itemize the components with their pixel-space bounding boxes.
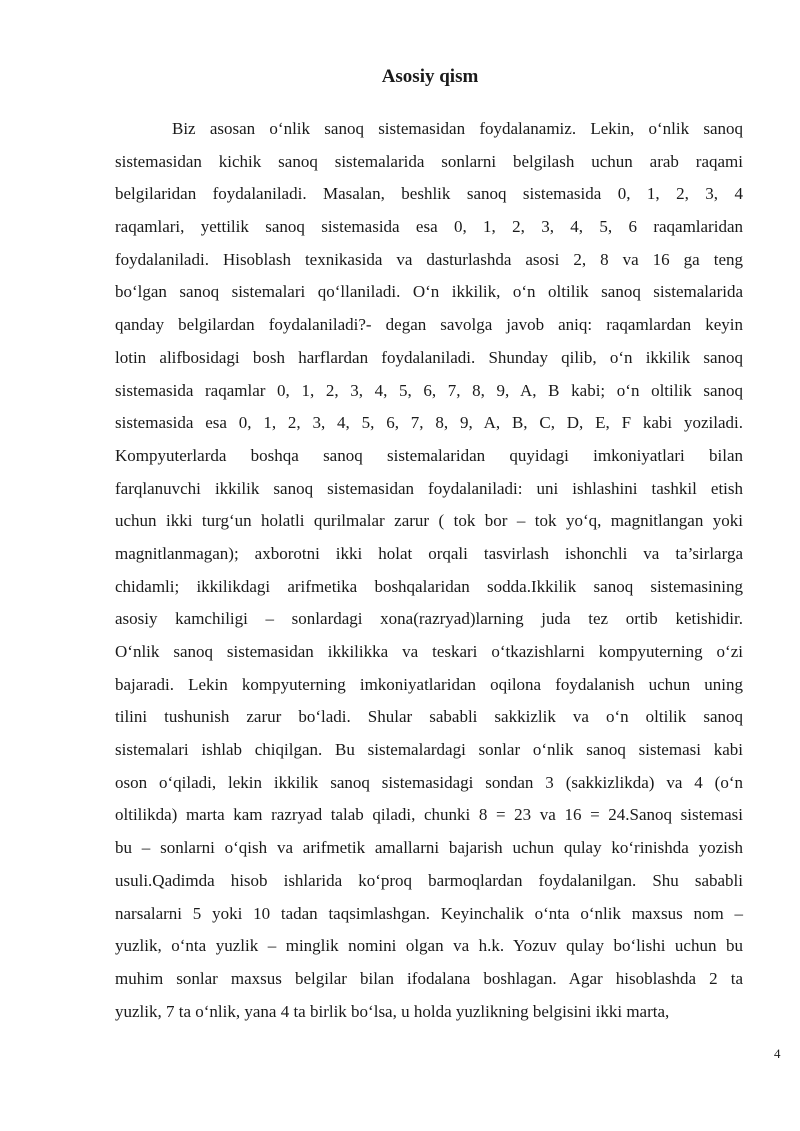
- text-line: tilini tushunish zarur bo‘ladi. Shular sababli sakkizlik va o‘n oltilik sanoq: [115, 707, 743, 727]
- text-line: muhim sonlar maxsus belgilar bilan ifodalana boshlagan. Agar hisoblashda 2 ta: [115, 968, 743, 988]
- text-line: Biz asosan o‘nlik sanoq sistemasidan foydalanamiz. Lekin, o‘nlik sanoq: [172, 119, 743, 138]
- text-line: sistemasida raqamlar 0, 1, 2, 3, 4, 5, 6, 7, 8, 9, A, B kabi; o‘n oltilik sanoq: [115, 380, 743, 400]
- text-line: oson o‘qiladi, lekin ikkilik sanoq sistemasidagi sondan 3 (sakkizlikda) va 4 (o‘n: [115, 772, 743, 792]
- text-line: lotin alifbosidagi bosh harflardan foydalaniladi. Shunday qilib, o‘n ikkilik sanoq: [115, 347, 743, 367]
- text-line: yuzlik, 7 ta o‘nlik, yana 4 ta birlik bo‘lsa, u holda yuzlikning belgisini ikki marta,: [115, 1001, 670, 1021]
- body-paragraph: [115, 113, 743, 1028]
- text-line: uchun ikki turg‘un holatli qurilmalar zarur ( tok bor – tok yo‘q, magnitlangan yoki: [115, 511, 743, 531]
- text-line: sistemasida esa 0, 1, 2, 3, 4, 5, 6, 7, 8, 9, A, B, C, D, E, F kabi yoziladi.: [115, 413, 743, 433]
- text-line: sistemalari ishlab chiqilgan. Bu sistemalardagi sonlar o‘nlik sanoq sistemasi kabi: [115, 740, 743, 760]
- text-line: yuzlik, o‘nta yuzlik – minglik nomini olgan va h.k. Yozuv qulay bo‘lishi uchun bu: [115, 936, 743, 956]
- page-number: 4: [774, 1046, 781, 1061]
- text-line: foydalaniladi. Hisoblash texnikasida va dasturlashda asosi 2, 8 va 16 ga teng: [115, 249, 743, 269]
- text-line: oltilikda) marta kam razryad talab qiladi, chunki 8 = 23 va 16 = 24.Sanoq sistemasi: [115, 805, 743, 825]
- text-line: sistemasidan kichik sanoq sistemalarida sonlarni belgilash uchun arab raqami: [115, 151, 743, 171]
- text-line: raqamlari, yettilik sanoq sistemasida esa 0, 1, 2, 3, 4, 5, 6 raqamlaridan: [115, 217, 743, 237]
- text-line: qanday belgilardan foydalaniladi?- degan savolga javob aniq: raqamlardan keyin: [115, 315, 743, 335]
- text-line: Kompyuterlarda boshqa sanoq sistemalaridan quyidagi imkoniyatlari bilan: [115, 445, 743, 465]
- text-line: bo‘lgan sanoq sistemalari qo‘llaniladi. O‘n ikkilik, o‘n oltilik sanoq sistemalarida: [115, 282, 743, 302]
- text-line: belgilaridan foydalaniladi. Masalan, beshlik sanoq sistemasida 0, 1, 2, 3, 4: [115, 184, 743, 204]
- text-line: chidamli; ikkilikdagi arifmetika boshqalaridan sodda.Ikkilik sanoq sistemasining: [115, 576, 743, 596]
- text-line: bu – sonlarni o‘qish va arifmetik amallarni bajarish uchun qulay ko‘rinishda yozish: [115, 838, 743, 858]
- section-title: Asosiy qism: [381, 66, 479, 87]
- text-line: narsalarni 5 yoki 10 tadan taqsimlashgan. Keyinchalik o‘nta o‘nlik maxsus nom –: [115, 903, 743, 923]
- text-line: magnitlanmagan); axborotni ikki holat orqali tasvirlash ishonchli va ta’sirlarga: [115, 543, 743, 563]
- text-line: bajaradi. Lekin kompyuterning imkoniyatlaridan oqilona foydalanish uchun uning: [115, 674, 743, 694]
- text-line: usuli.Qadimda hisob ishlarida ko‘proq barmoqlardan foydalanilgan. Shu sababli: [115, 870, 743, 890]
- text-line: farqlanuvchi ikkilik sanoq sistemasidan foydalaniladi: uni ishlashini tashkil etish: [115, 478, 743, 498]
- text-line: O‘nlik sanoq sistemasidan ikkilikka va teskari o‘tkazishlarni kompyuterning o‘zi: [115, 642, 743, 661]
- text-line: asosiy kamchiligi – sonlardagi xona(razryad)larning juda tez ortib ketishidir.: [115, 609, 743, 629]
